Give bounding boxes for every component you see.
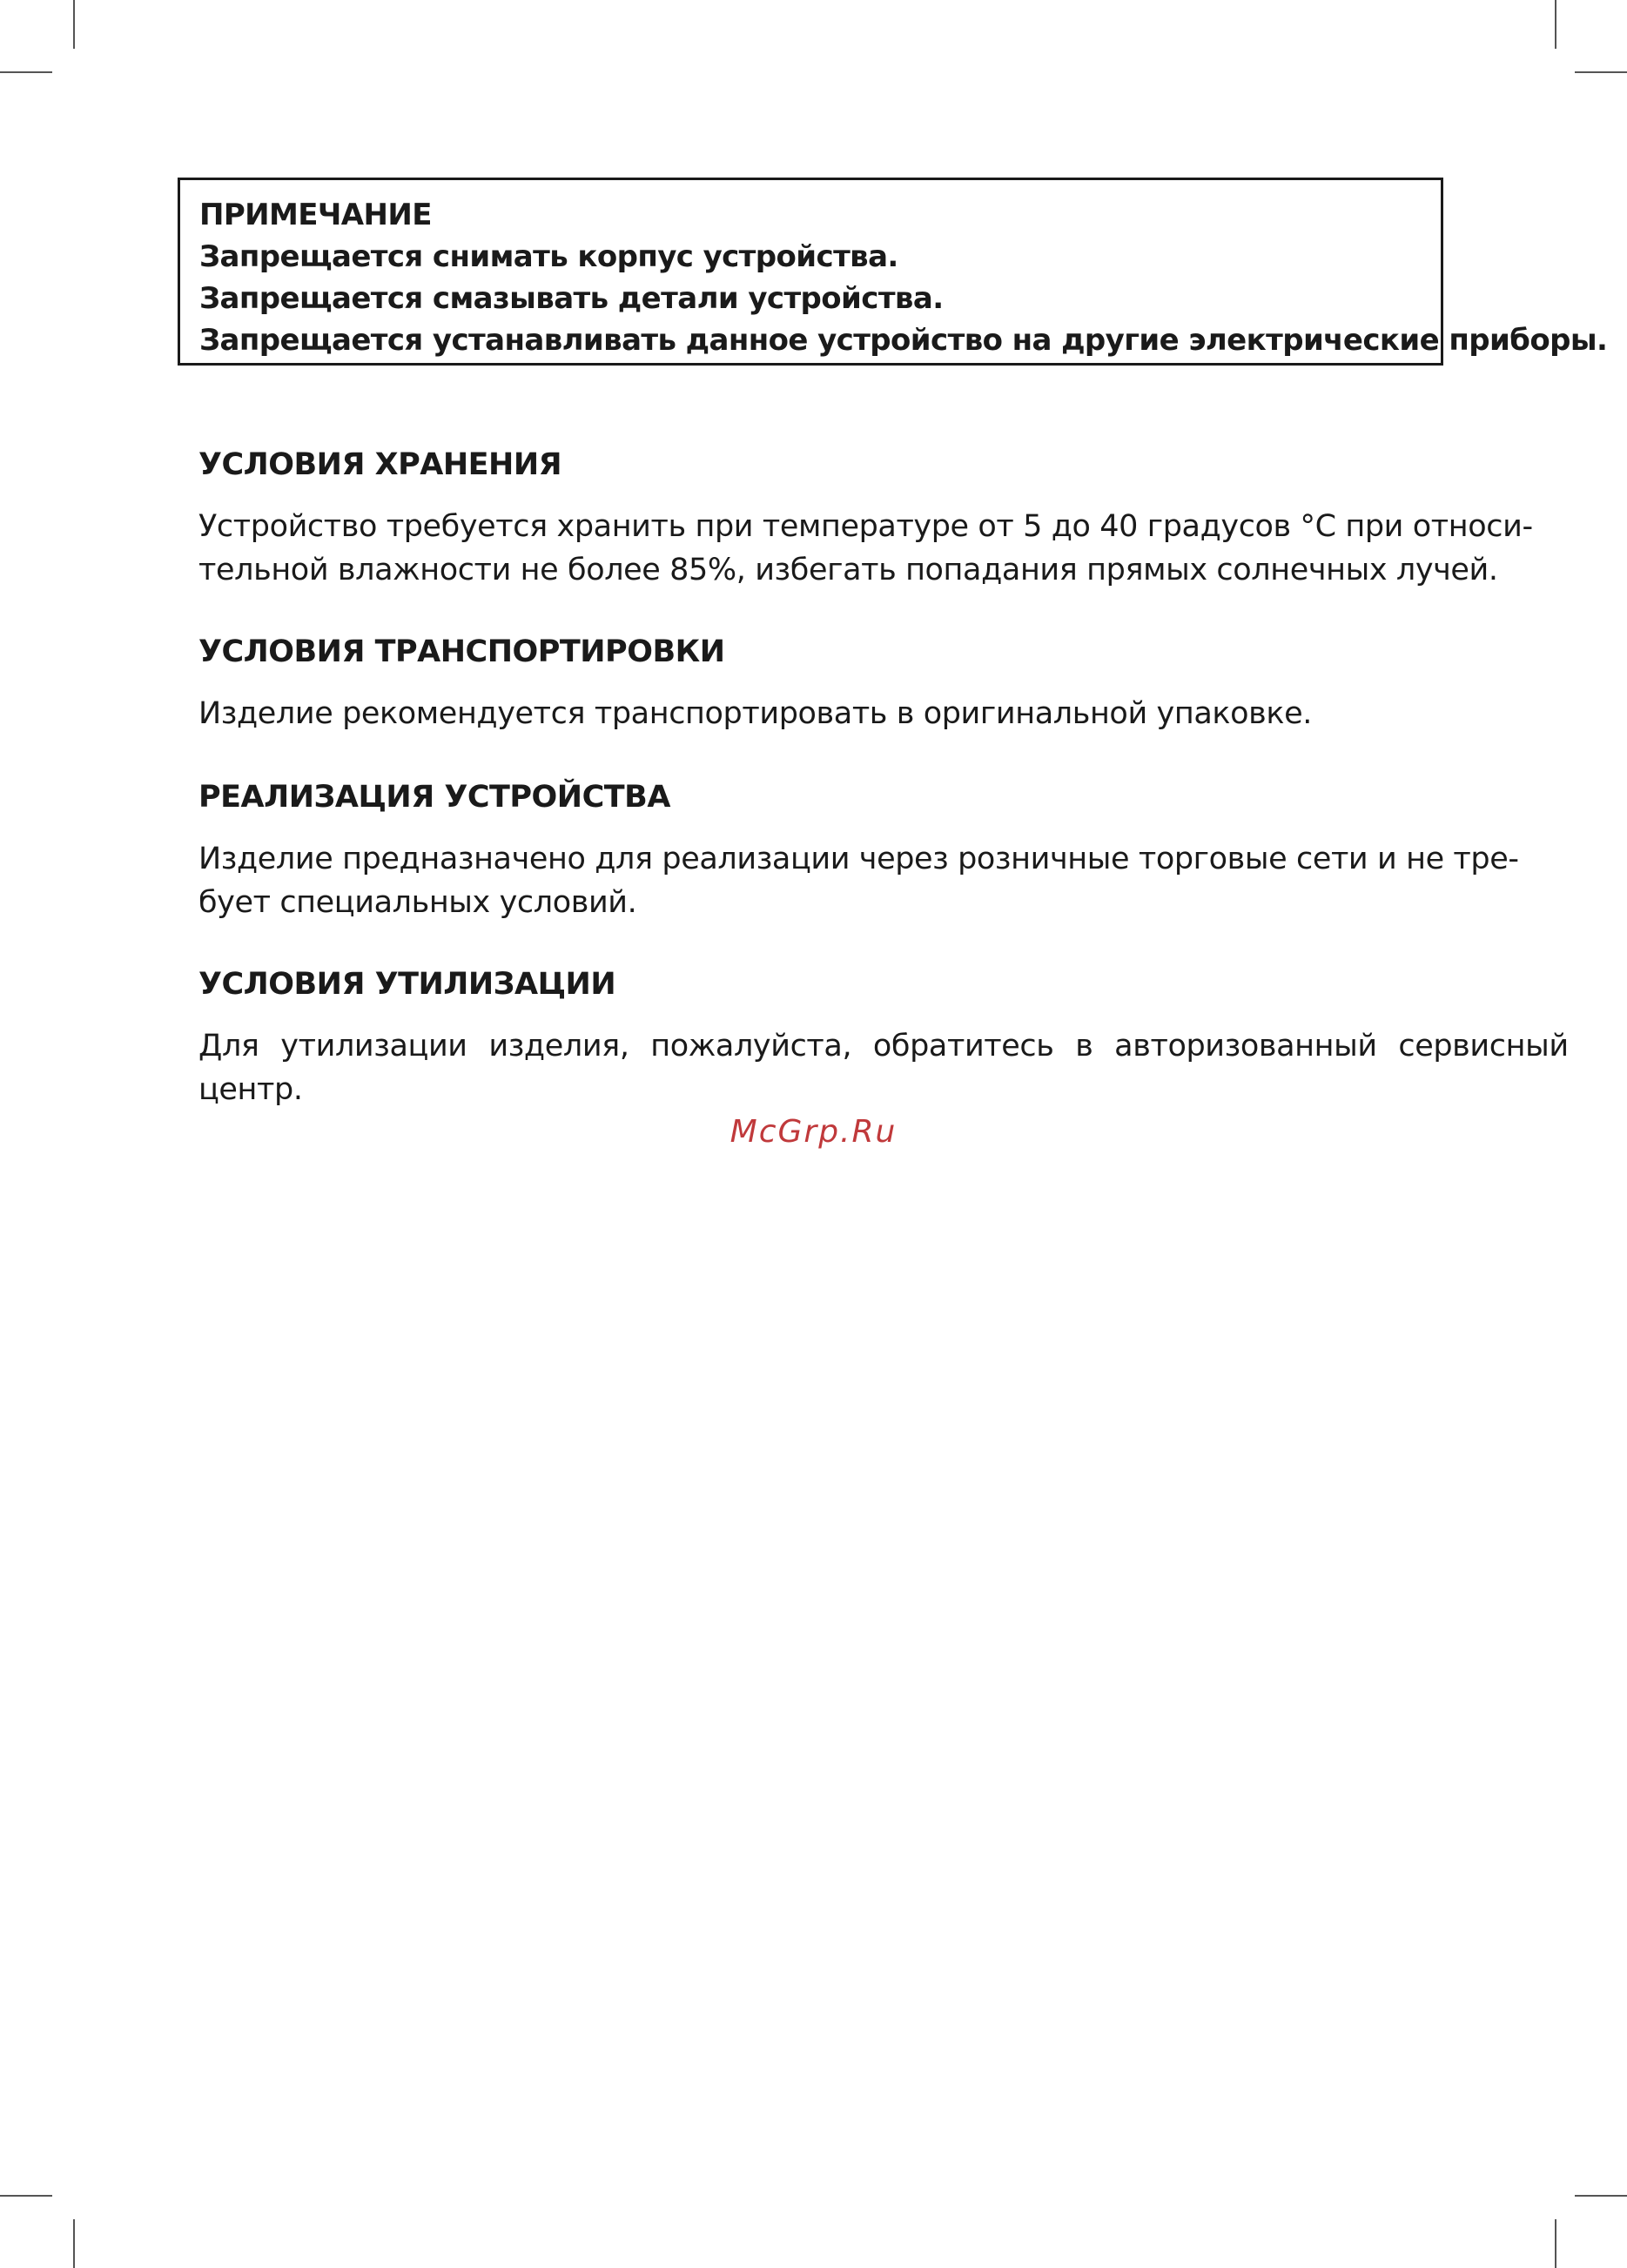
section-heading: УСЛОВИЯ УТИЛИЗАЦИИ: [198, 967, 616, 1002]
body-line: бует специальных условий.: [198, 885, 637, 920]
crop-mark-bottom-left-horizontal: [0, 2195, 52, 2197]
section-sale: [198, 776, 1519, 924]
body-line: Устройство требуется хранить при температуре от 5 до 40 градусов °С при относи-: [198, 509, 1533, 544]
note-title: ПРИМЕЧАНИЕ: [199, 198, 432, 232]
crop-mark-top-right-vertical: [1555, 0, 1556, 49]
section-body: [198, 837, 1519, 924]
body-line: Изделие рекомендуется транспортировать в оригинальной упаковке.: [198, 696, 1312, 731]
section-storage: [198, 444, 1533, 592]
crop-mark-top-left-vertical: [73, 0, 75, 49]
section-disposal: [198, 963, 1569, 1111]
body-line: Для утилизации изделия, пожалуйста, обратитесь в авторизованный сервисный: [198, 1029, 1569, 1064]
body-line: Изделие предназначено для реализации через розничные торговые сети и не тре-: [198, 842, 1519, 876]
section-heading: УСЛОВИЯ ТРАНСПОРТИРОВКИ: [198, 634, 725, 669]
note-line: Запрещается смазывать детали устройства.: [199, 281, 944, 316]
body-line: центр.: [198, 1072, 303, 1107]
section-body: [198, 692, 1431, 735]
crop-mark-bottom-right-horizontal: [1575, 2195, 1627, 2197]
section-body: [198, 1024, 1569, 1111]
note-box: [178, 178, 1608, 366]
body-line: тельной влажности не более 85%, избегать попадания прямых солнечных лучей.: [198, 553, 1498, 587]
crop-mark-top-left-horizontal: [0, 71, 52, 73]
note-line: Запрещается устанавливать данное устройство на другие электрические приборы.: [199, 323, 1608, 358]
section-heading: УСЛОВИЯ ХРАНЕНИЯ: [198, 447, 562, 482]
watermark: McGrp.Ru: [729, 1114, 898, 1150]
crop-mark-bottom-left-vertical: [73, 2219, 75, 2268]
section-body: [198, 505, 1533, 592]
crop-mark-top-right-horizontal: [1575, 71, 1627, 73]
note-line: Запрещается снимать корпус устройства.: [199, 239, 898, 274]
section-heading: РЕАЛИЗАЦИЯ УСТРОЙСТВА: [198, 780, 670, 815]
crop-mark-bottom-right-vertical: [1555, 2219, 1556, 2268]
section-transport: [198, 631, 1431, 735]
